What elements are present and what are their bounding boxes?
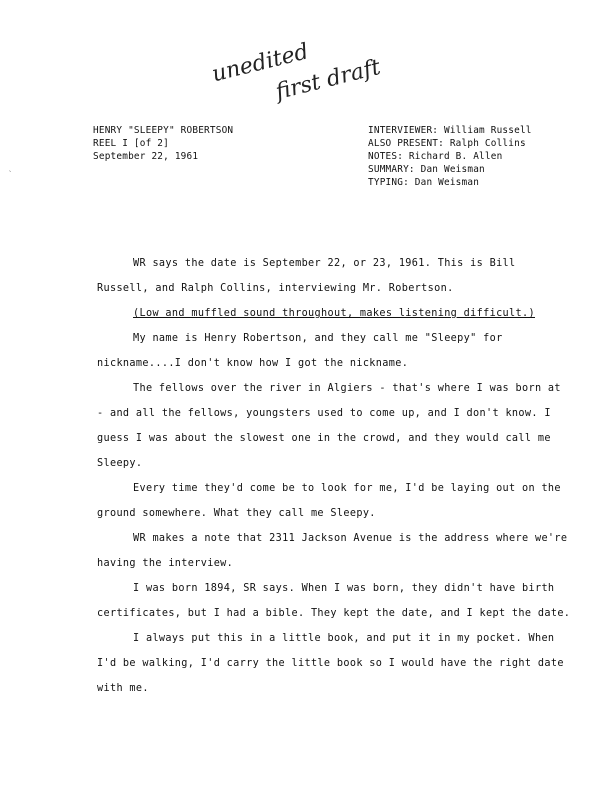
notes-line: NOTES: Richard B. Allen	[368, 151, 503, 162]
header-left	[93, 124, 233, 163]
paragraph-laying-out: Every time they'd come be to look for me, I'd be laying out on the ground somewhere. What they call me Sleepy.	[97, 483, 561, 519]
paragraph-little-book: I always put this in a little book, and put it in my pocket. When I'd be walking, I'd carry the little book so I would have the right date with me.	[97, 633, 564, 694]
typing-line: TYPING: Dan Weisman	[368, 177, 480, 188]
interview-date: September 22, 1961	[93, 151, 199, 162]
paragraph-algiers: The fellows over the river in Algiers - that's where I was born at - and all the fellows, youngsters used to come up, and I don't know. I guess I was about the slowest one in the crowd, and they would call me Sleepy.	[97, 383, 561, 469]
paragraph-address: WR makes a note that 2311 Jackson Avenue is the address where we're having the interview.	[97, 533, 568, 569]
also-present-line: ALSO PRESENT: Ralph Collins	[368, 138, 526, 149]
summary-line: SUMMARY: Dan Weisman	[368, 164, 485, 175]
reel-info: REEL I [of 2]	[93, 138, 169, 149]
paragraph-birth: I was born 1894, SR says. When I was born, they didn't have birth certificates, but I had a bible. They kept the date, and I kept the date.	[97, 583, 571, 619]
paragraph-sound-note: (Low and muffled sound throughout, makes listening difficult.)	[133, 308, 535, 319]
subject-name: HENRY "SLEEPY" ROBERTSON	[93, 125, 234, 136]
transcript-body	[97, 251, 573, 701]
paragraph-intro: WR says the date is September 22, or 23, 1961. This is Bill Russell, and Ralph Collins, interviewing Mr. Robertson.	[97, 258, 516, 294]
header-right	[368, 124, 532, 189]
annotation-unedited: unedited	[209, 39, 312, 88]
handwritten-annotation	[208, 26, 418, 106]
interviewer-line: INTERVIEWER: William Russell	[368, 125, 532, 136]
annotation-first-draft: first draft	[273, 54, 384, 106]
scan-mark: `	[8, 170, 13, 179]
paragraph-name: My name is Henry Robertson, and they call me "Sleepy" for nickname....I don't know how I got the nickname.	[97, 333, 503, 369]
